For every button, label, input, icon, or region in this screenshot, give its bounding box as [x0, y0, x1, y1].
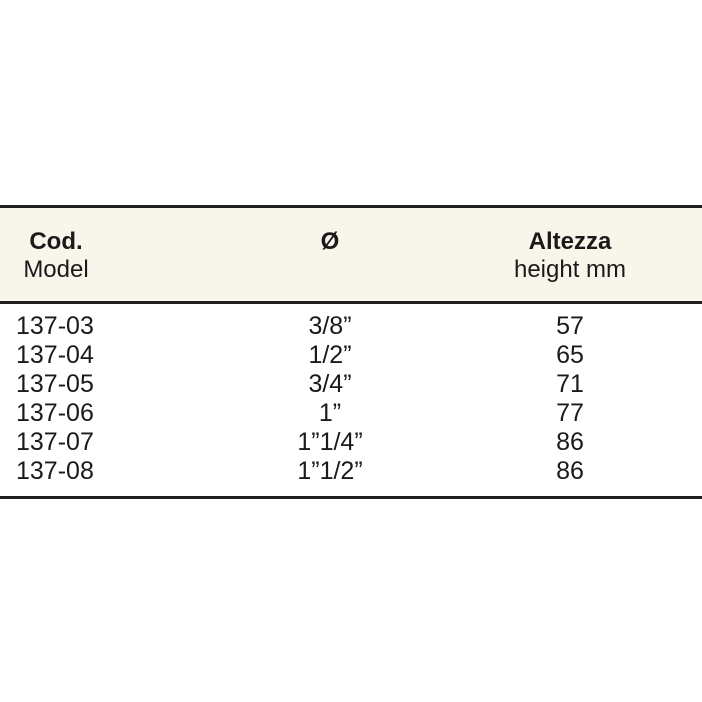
cell-code: 137-08 [16, 457, 94, 485]
cell-height: 65 [556, 341, 584, 369]
header-height-label: Altezza [528, 228, 612, 255]
table-row [0, 399, 702, 428]
table-row [0, 370, 702, 399]
table-header [0, 208, 702, 301]
cell-code: 137-07 [16, 428, 94, 456]
cell-code: 137-03 [16, 312, 94, 340]
header-height [470, 228, 670, 284]
cell-diameter: 3/8” [308, 312, 352, 340]
header-code-label: Cod. [29, 228, 83, 255]
cell-code: 137-04 [16, 341, 94, 369]
cell-code: 137-05 [16, 370, 94, 398]
header-diameter-label: Ø [320, 228, 340, 255]
cell-diameter: 1”1/4” [297, 428, 363, 456]
cell-height: 77 [556, 399, 584, 427]
cell-height: 86 [556, 457, 584, 485]
cell-diameter: 1”1/2” [297, 457, 363, 485]
bottom-rule [0, 496, 702, 499]
cell-code: 137-06 [16, 399, 94, 427]
table-row [0, 312, 702, 341]
table-row [0, 457, 702, 486]
header-height-sublabel: height mm [513, 256, 627, 283]
table-row [0, 428, 702, 457]
cell-diameter: 1/2” [308, 341, 352, 369]
header-code [0, 228, 112, 284]
spec-table [0, 205, 702, 499]
cell-diameter: 3/4” [308, 370, 352, 398]
header-code-sublabel: Model [23, 256, 89, 283]
cell-height: 71 [556, 370, 584, 398]
cell-height: 57 [556, 312, 584, 340]
table-row [0, 341, 702, 370]
table-body [0, 304, 702, 496]
cell-height: 86 [556, 428, 584, 456]
header-diameter [230, 228, 430, 256]
cell-diameter: 1” [318, 399, 342, 427]
